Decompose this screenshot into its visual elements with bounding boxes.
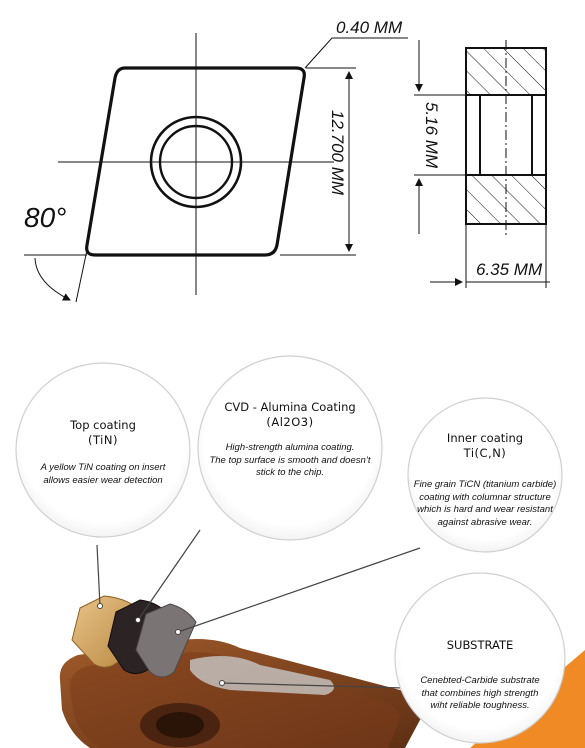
callout-description: A yellow TiN coating on insert allows easier wear detection xyxy=(40,462,166,486)
callout-substrate xyxy=(400,638,560,713)
angle-label: 80° xyxy=(24,202,67,233)
leader-top-coating xyxy=(97,545,100,606)
corner-radius-label: 0.40 MM xyxy=(336,18,403,37)
callout-alumina xyxy=(198,400,382,480)
thickness-label: 6.35 MM xyxy=(476,260,543,279)
callout-description: Cenebted-Carbide substrate that combines high strength wiht reliable toughness. xyxy=(420,675,540,711)
callout-subtitle: (TiN) xyxy=(88,433,118,447)
hole-diameter-label: 5.16 MM xyxy=(422,102,441,169)
leader-inner-coating xyxy=(178,548,420,632)
callout-title: SUBSTRATE xyxy=(446,638,514,652)
callout-top-coating xyxy=(20,418,186,487)
callout-title: CVD - Alumina Coating xyxy=(224,400,356,414)
callout-title: Top coating xyxy=(70,418,136,432)
callout-inner-coating xyxy=(405,431,565,529)
callout-title: Inner coating xyxy=(446,431,524,445)
callout-description: Fine grain TiCN (titanium carbide) coating with columnar structure which is hard and wear resistant against abrasive wear. xyxy=(413,479,557,528)
coated-insert-illustration xyxy=(60,596,423,748)
callout-description: High-strength alumina coating. The top surface is smooth and doesn’t stick to the chip. xyxy=(209,442,371,478)
side-length-label: 12.700 MM xyxy=(328,110,347,196)
callout-subtitle: (Al2O3) xyxy=(266,415,314,429)
insert-top-view xyxy=(24,33,408,302)
angle-arc xyxy=(35,258,70,300)
callout-subtitle: Ti(C,N) xyxy=(463,446,507,460)
radius-leader-line xyxy=(305,38,408,68)
